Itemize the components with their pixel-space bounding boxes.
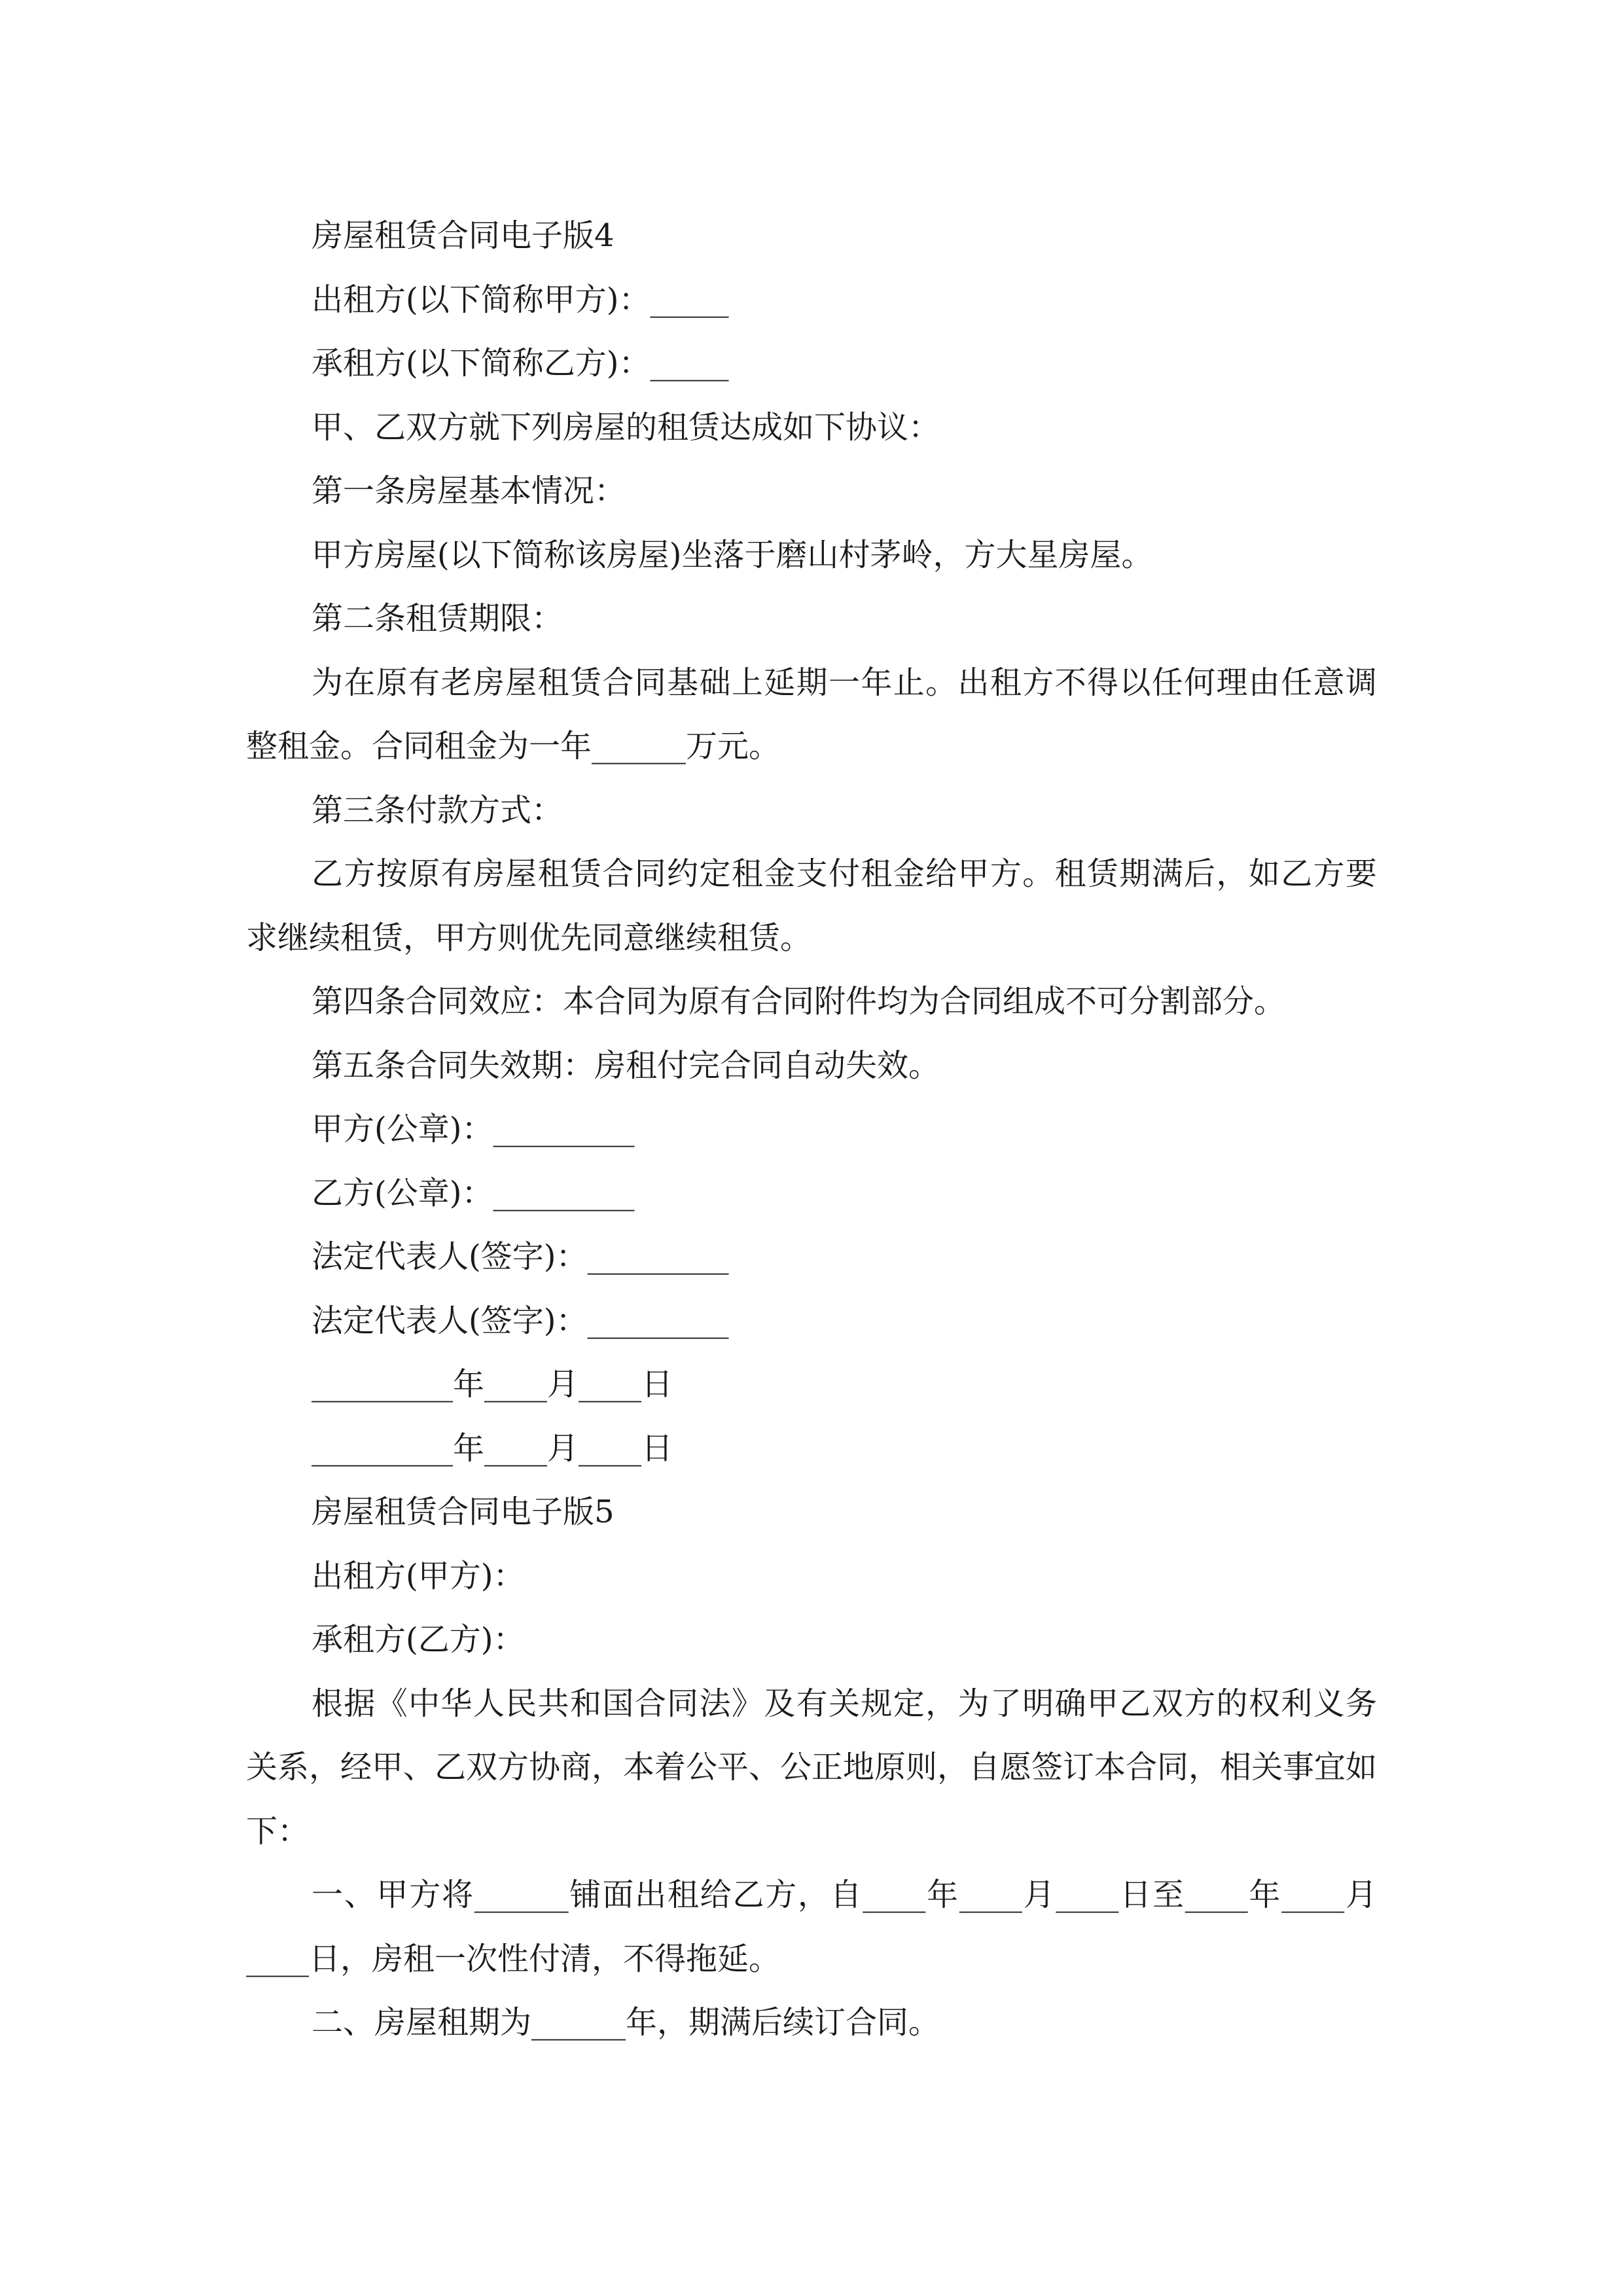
article-2-heading: 第二条租赁期限： bbox=[312, 600, 563, 637]
legal-rep-signature-a: 法定代表人(签字)：_________ bbox=[312, 1238, 729, 1275]
lessee-line: 承租方(以下简称乙方)：_____ bbox=[312, 345, 729, 382]
lessor-line: 出租方(以下简称甲方)：_____ bbox=[312, 281, 729, 318]
lessor-party-a: 出租方(甲方)： bbox=[312, 1557, 525, 1594]
signing-date-a: _________年____月____日 bbox=[312, 1366, 673, 1403]
lessee-party-b: 承租方(乙方)： bbox=[312, 1621, 525, 1658]
party-a-seal: 甲方(公章)：_________ bbox=[312, 1111, 635, 1147]
clause-2: 二、房屋租期为______年，期满后续订合同。 bbox=[312, 2004, 940, 2041]
article-3-heading: 第三条付款方式： bbox=[312, 791, 563, 829]
contract-title-5: 房屋租赁合同电子版5 bbox=[312, 1494, 615, 1530]
preamble: 根据《中华人民共和国合同法》及有关规定，为了明确甲乙双方的权利义务关系，经甲、乙双方协商，本着公平、公正地原则，自愿签订本合同，相关事宜如下： bbox=[246, 1685, 1378, 1850]
signing-date-b: _________年____月____日 bbox=[312, 1429, 673, 1467]
article-5: 第五条合同失效期：房租付完合同自动失效。 bbox=[312, 1047, 940, 1084]
party-b-seal: 乙方(公章)：_________ bbox=[312, 1174, 635, 1211]
agreement-intro: 甲、乙双方就下列房屋的租赁达成如下协议： bbox=[312, 408, 940, 446]
article-3-body: 乙方按原有房屋租赁合同约定租金支付租金给甲方。租赁期满后，如乙方要求继续租赁，甲方则优先同意继续租赁。 bbox=[246, 855, 1377, 956]
clause-1: 一、甲方将______铺面出租给乙方，自____年____月____日至____年____月____日，房租一次性付清，不得拖延。 bbox=[246, 1876, 1377, 1977]
article-1-body: 甲方房屋(以下简称该房屋)坐落于磨山村茅岭，方大星房屋。 bbox=[312, 536, 1153, 573]
contract-title-4: 房屋租赁合同电子版4 bbox=[312, 217, 615, 254]
article-4: 第四条合同效应：本合同为原有合同附件均为合同组成不可分割部分。 bbox=[312, 983, 1286, 1020]
article-1-heading: 第一条房屋基本情况： bbox=[312, 473, 626, 509]
article-2-body: 为在原有老房屋租赁合同基础上延期一年止。出租方不得以任何理由任意调整租金。合同租金为一年______万元。 bbox=[246, 664, 1377, 764]
document-body bbox=[246, 204, 1377, 2055]
legal-rep-signature-b: 法定代表人(签字)：_________ bbox=[312, 1302, 729, 1339]
